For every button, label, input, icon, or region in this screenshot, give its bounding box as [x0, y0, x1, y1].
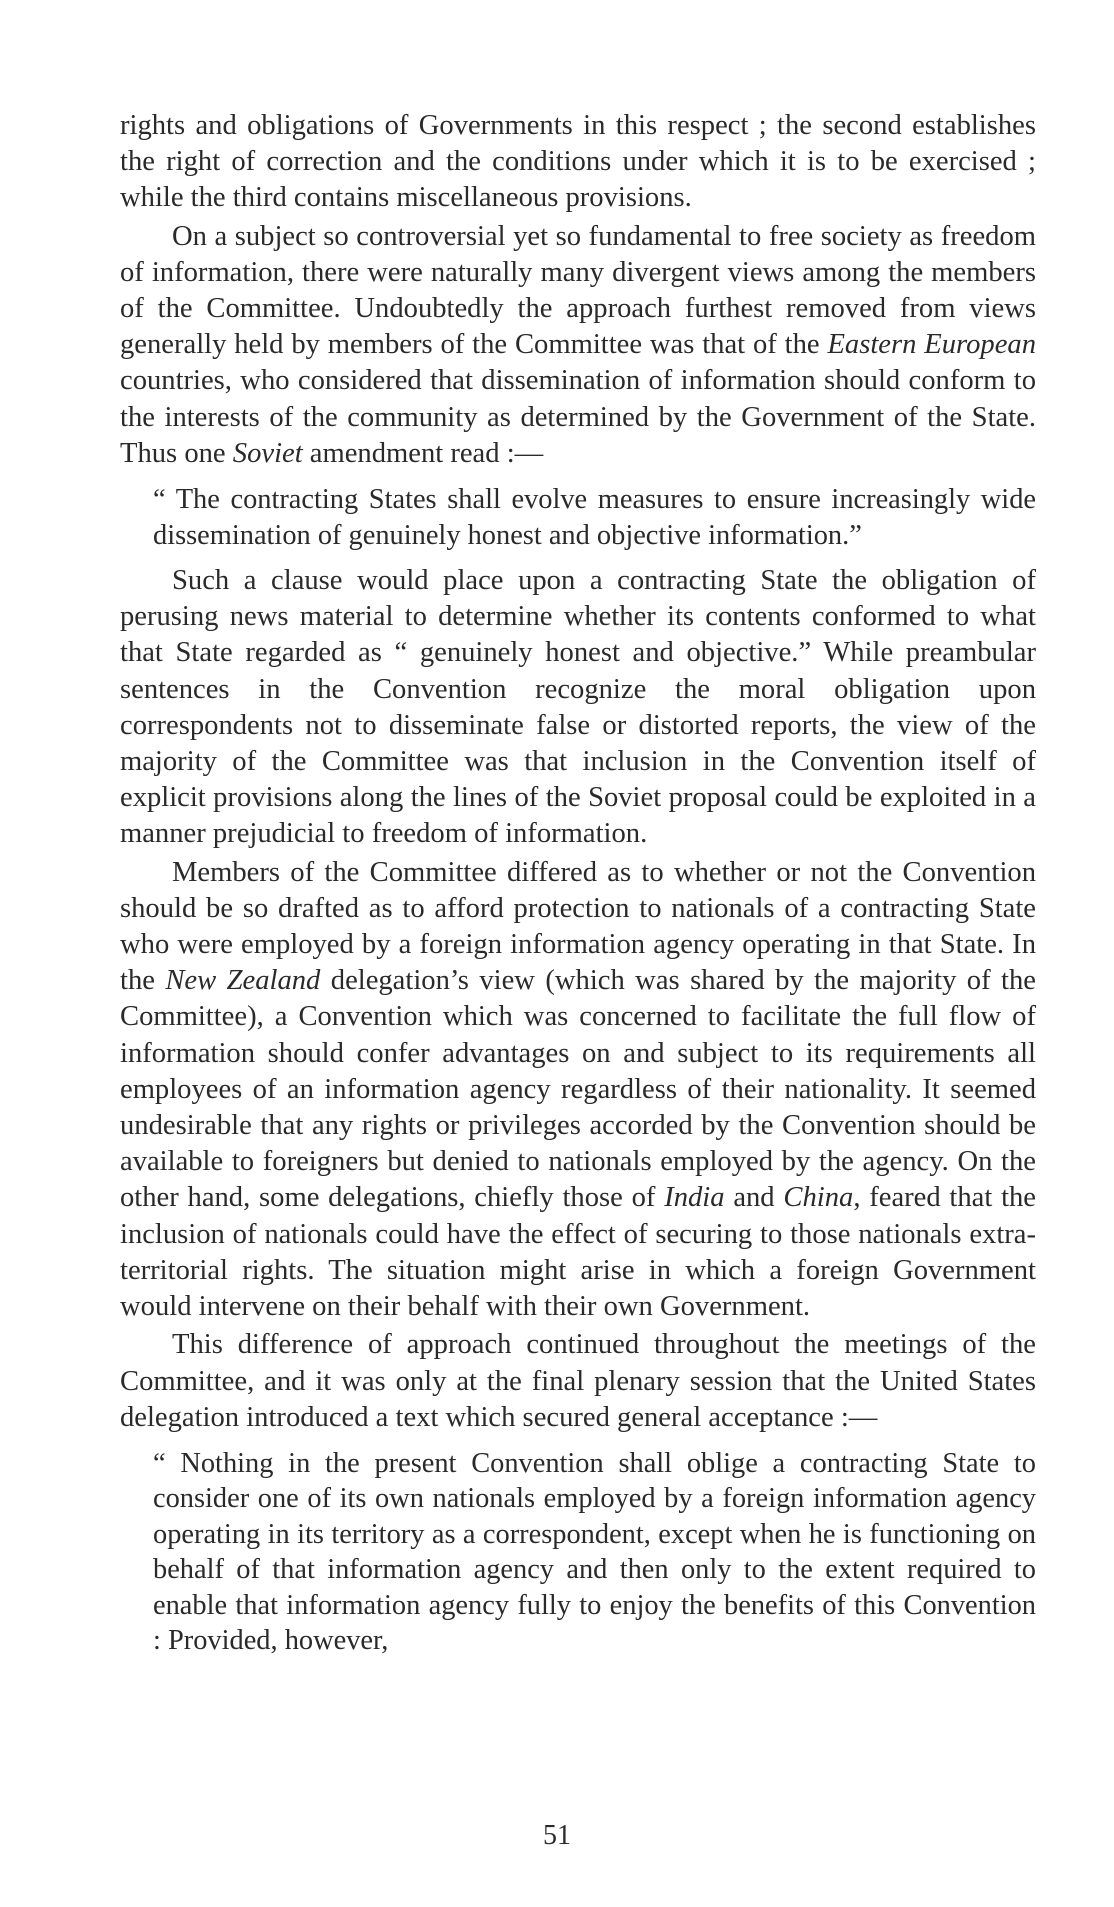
- para4-text-4: , feared that the inclusion of nationals could have the effect of securing to those nationals extra-territorial rights. The situation might arise in which a foreign Government would intervene on their behalf with their own Government.: [120, 1182, 1037, 1323]
- para4-emphasis-china: China: [783, 1182, 854, 1214]
- page-number: 51: [543, 1820, 571, 1851]
- paragraph-difference-of-approach: This difference of approach continued throughout the meetings of the Committee, and it was only at the final plenary session that the United States delegation introduced a text which secured general acceptance :—: [120, 1329, 1036, 1433]
- para4-emphasis-new-zealand: New Zealand: [165, 965, 321, 997]
- para4-text-3: and: [724, 1182, 784, 1214]
- para2-emphasis-soviet: Soviet: [232, 437, 303, 469]
- para4-emphasis-india: India: [664, 1182, 725, 1214]
- paragraph-divergent-views: [120, 219, 1036, 472]
- block-quote-united-states-text: “ Nothing in the present Convention shall oblige a contracting State to consider one of its own nationals employed by a foreign information agency operating in its territory as a correspondent, except when he is functioning on behalf of that information agency and then only to the extent required to enable that information agency fully to enjoy the benefits of this Convention : Provided, however,: [153, 1447, 1036, 1657]
- para4-text-2: delegation’s view (which was shared by the majority of the Committee), a Convention which was concerned to facilitate the full flow of information should confer advantages on and subject to its requirements all employees of an information agency regardless of their nationality. It seemed undesirable that any rights or privileges accorded by the Convention should be available to foreigners but denied to nationals employed by the agency. On the other hand, some delegations, chiefly those of: [120, 965, 1036, 1214]
- paragraph-clause-obligation: Such a clause would place upon a contracting State the obligation of perusing news material to determine whether its contents conformed to what that State regarded as “ genuinely honest and objective.” While preambular sentences in the Convention recognize the moral obligation upon correspondents not to disseminate false or distorted reports, the view of the majority of the Committee was that inclusion in the Convention itself of explicit provisions along the lines of the Soviet proposal could be exploited in a manner prejudicial to freedom of information.: [120, 565, 1036, 850]
- block-quote-soviet-amendment: “ The contracting States shall evolve measures to ensure increasingly wide dissemination of genuinely honest and objective information.”: [153, 484, 1036, 551]
- para2-text-3: amendment read :—: [302, 437, 544, 469]
- paragraph-continuation: rights and obligations of Governments in this respect ; the second establishes the right of correction and the conditions under which it is to be exercised ; while the third contains miscellaneous provisions.: [120, 110, 1036, 214]
- para4-text-1: Members of the Committee differed as to whether or not the Convention should be so drafted as to afford protection to nationals of a contracting State who were employed by a foreign information agency operating in that State. In the: [120, 856, 1036, 997]
- para2-text-2: countries, who considered that dissemination of information should conform to the interests of the community as determined by the Government of the State. Thus one: [120, 365, 1036, 469]
- para2-emphasis-eastern-european: Eastern European: [827, 329, 1036, 361]
- body-text: [120, 108, 1036, 1669]
- paragraph-nationals-protection: [120, 855, 1036, 1326]
- para2-text-1: On a subject so controversial yet so fundamental to free society as freedom of information, there were naturally many divergent views among the members of the Committee. Undoubtedly the approach furthest removed from views generally held by members of the Committee was that of the: [120, 220, 1036, 361]
